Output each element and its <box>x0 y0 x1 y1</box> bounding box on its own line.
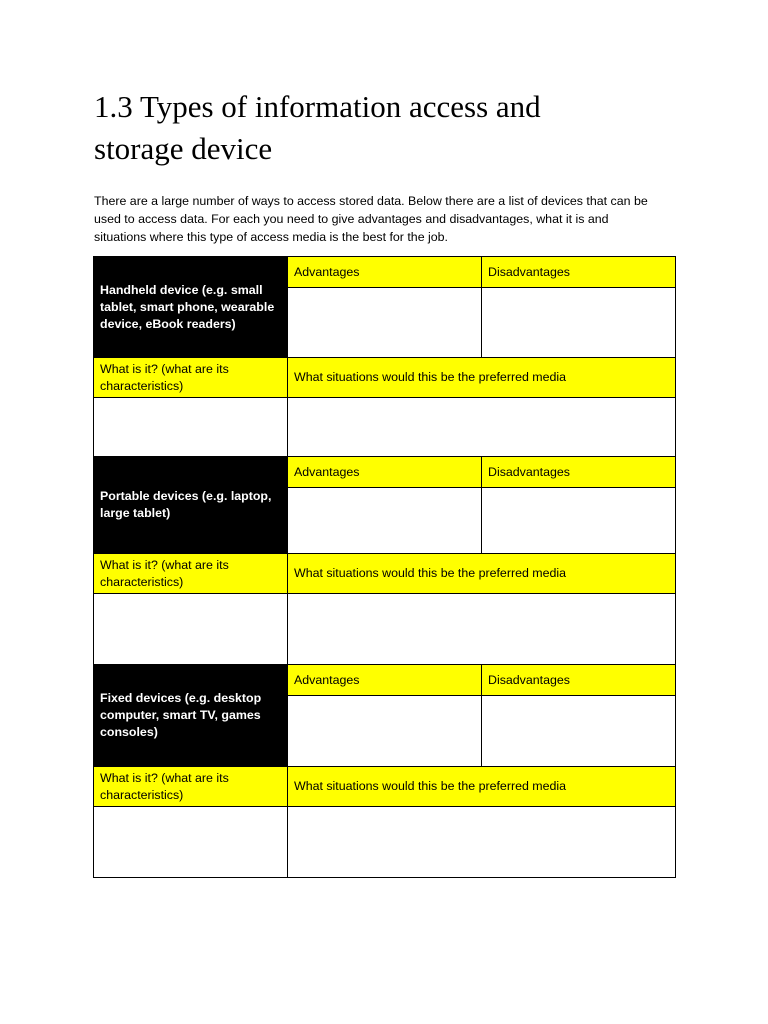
handheld-situations-input[interactable] <box>288 398 676 457</box>
fixed-what-is-it-header <box>94 767 288 807</box>
portable-disadvantages-input[interactable] <box>482 488 676 554</box>
fixed-question-row <box>94 767 676 807</box>
handheld-device-line-2: tablet, smart phone, wearable <box>100 299 275 314</box>
fixed-device-line-1: Fixed devices (e.g. desktop <box>100 691 262 705</box>
handheld-advantages-input[interactable] <box>288 288 482 358</box>
fixed-device-line-3: consoles) <box>100 725 158 739</box>
what-is-it-line-2: characteristics) <box>100 574 184 589</box>
fixed-device-line-2: computer, smart TV, games <box>100 708 261 722</box>
handheld-advantages-header: Advantages <box>288 257 482 288</box>
fixed-advantages-input[interactable] <box>288 696 482 767</box>
handheld-disadvantages-header: Disadvantages <box>482 257 676 288</box>
page-title <box>94 86 694 170</box>
handheld-situations-header: What situations would this be the preferred media <box>288 358 676 398</box>
fixed-situations-header: What situations would this be the preferred media <box>288 767 676 807</box>
fixed-advantages-header: Advantages <box>288 665 482 696</box>
what-is-it-line-2: characteristics) <box>100 378 184 393</box>
portable-what-is-it-input[interactable] <box>94 594 288 665</box>
portable-advantages-input[interactable] <box>288 488 482 554</box>
handheld-what-is-it-header <box>94 358 288 398</box>
intro-line-3: situations where this type of access media is the best for the job. <box>94 230 449 244</box>
portable-question-answer-row <box>94 594 676 665</box>
handheld-question-answer-row <box>94 398 676 457</box>
fixed-device-cell <box>94 665 288 767</box>
fixed-disadvantages-header: Disadvantages <box>482 665 676 696</box>
page-title-line-1: 1.3 Types of information access and <box>94 89 541 124</box>
device-worksheet-table <box>93 256 676 878</box>
portable-question-row <box>94 554 676 594</box>
portable-disadvantages-header: Disadvantages <box>482 457 676 488</box>
portable-device-line-1: Portable devices (e.g. laptop, <box>100 489 272 503</box>
what-is-it-line-1: What is it? (what are its <box>100 770 229 785</box>
handheld-what-is-it-input[interactable] <box>94 398 288 457</box>
portable-what-is-it-header <box>94 554 288 594</box>
portable-situations-header: What situations would this be the preferred media <box>288 554 676 594</box>
intro-paragraph <box>94 192 684 246</box>
fixed-question-answer-row <box>94 807 676 878</box>
portable-header-row <box>94 457 676 488</box>
portable-device-cell <box>94 457 288 554</box>
handheld-question-row <box>94 358 676 398</box>
portable-situations-input[interactable] <box>288 594 676 665</box>
fixed-situations-input[interactable] <box>288 807 676 878</box>
fixed-disadvantages-input[interactable] <box>482 696 676 767</box>
portable-device-line-2: large tablet) <box>100 506 171 520</box>
fixed-header-row <box>94 665 676 696</box>
what-is-it-line-1: What is it? (what are its <box>100 557 229 572</box>
what-is-it-line-1: What is it? (what are its <box>100 361 229 376</box>
handheld-device-cell <box>94 257 288 358</box>
page-title-line-2: storage device <box>94 131 273 166</box>
intro-line-1: There are a large number of ways to access stored data. Below there are a list of devices that can be <box>94 194 648 208</box>
handheld-header-row <box>94 257 676 288</box>
what-is-it-line-2: characteristics) <box>100 787 184 802</box>
fixed-what-is-it-input[interactable] <box>94 807 288 878</box>
portable-advantages-header: Advantages <box>288 457 482 488</box>
handheld-disadvantages-input[interactable] <box>482 288 676 358</box>
intro-line-2: used to access data. For each you need to give advantages and disadvantages, what it is and <box>94 212 609 226</box>
handheld-device-line-3: device, eBook readers) <box>100 316 236 331</box>
handheld-device-line-1: Handheld device (e.g. small <box>100 282 263 297</box>
